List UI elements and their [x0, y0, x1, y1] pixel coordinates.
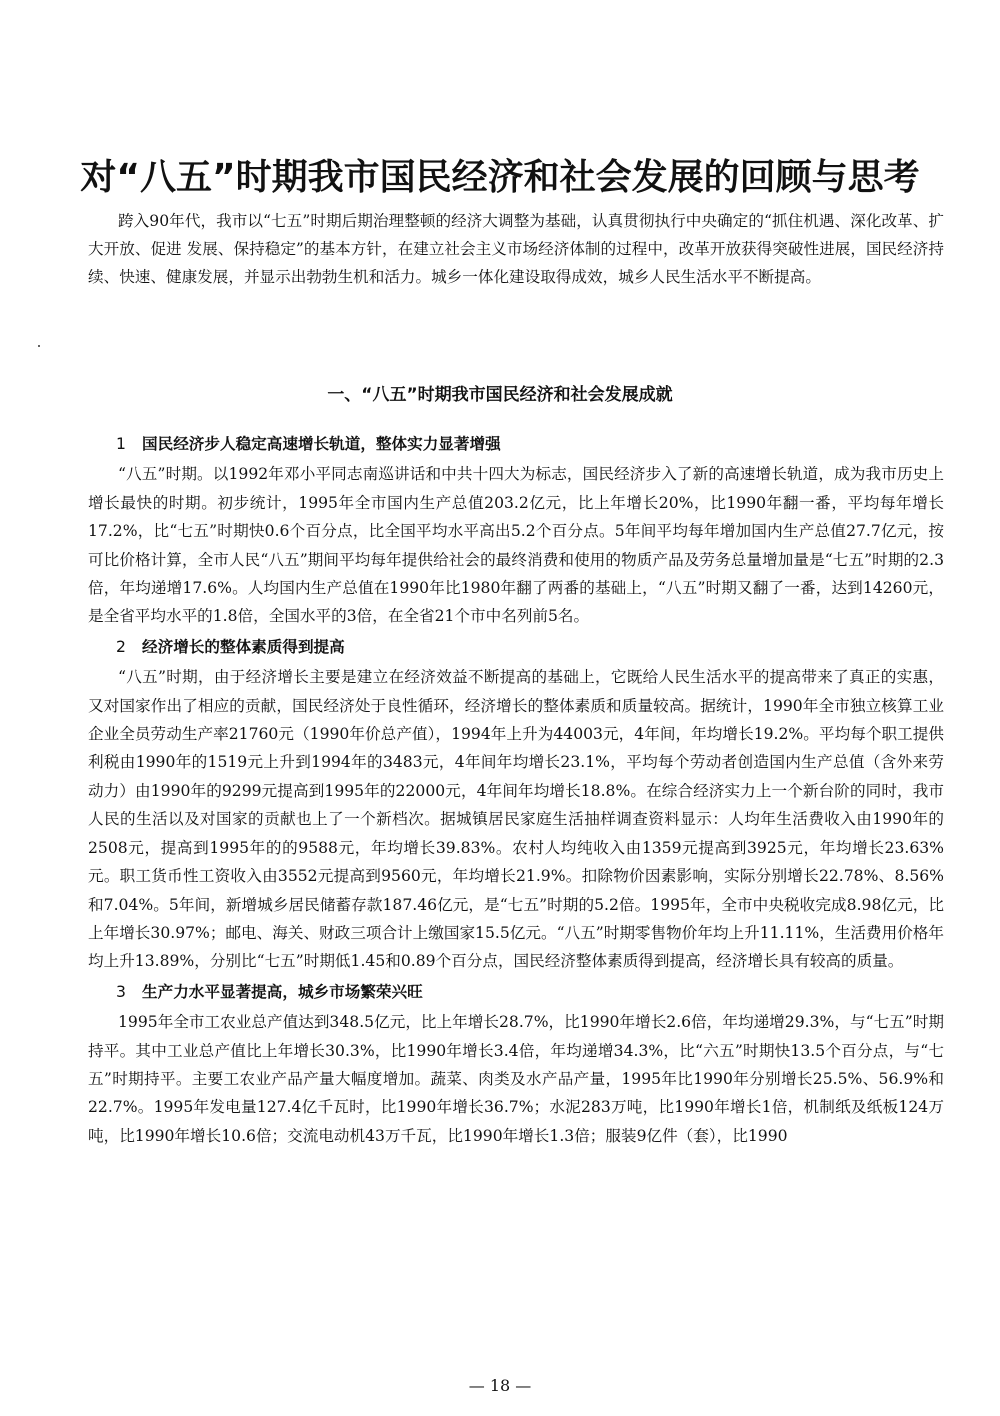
scan-speck — [38, 345, 40, 347]
intro-paragraph: 跨入90年代，我市以“七五”时期后期治理整顿的经济大调整为基础，认真贯彻执行中央确定的“抓住机遇、深化改革、扩大开放、促进 发展、保持稳定”的基本方针，在建立社会主义市场经济体制的过程中，改革开放获得突破性进展，国民经济持续、快速、健康发展，并显示出勃勃生机和活力。城乡一体化建设取得成效，城乡人民生活水平不断提高。 — [88, 212, 944, 286]
subsection-paragraph: 1995年全市工农业总产值达到348.5亿元，比上年增长28.7%，比1990年增长2.6倍，年均递增29.3%，与“七五”时期持平。其中工业总产值比上年增长30.3%，比1990年增长3.4倍，年均递增34.3%，比“六五”时期快13.5个百分点，与“七五”时期持平。主要工农业产品产量大幅度增加。蔬菜、肉类及水产品产量，1995年比1990年分别增长25.5%、56.9%和22.7%。1995年发电量127.4亿千瓦时，比1990年增长36.7%；水泥283万吨，比1990年增长1倍，机制纸及纸板124万吨，比1990年增长10.6倍；交流电动机43万千瓦，比1990年增长1.3倍；服装9亿件（套），比1990 — [88, 1013, 944, 1145]
subsection-paragraph: “八五”时期，由于经济增长主要是建立在经济效益不断提高的基础上，它既给人民生活水平的提高带来了真正的实惠，又对国家作出了相应的贡献，国民经济处于良性循环，经济增长的整体素质和质量较高。据统计，1990年全市独立核算工业企业全员劳动生产率21760元（1990年价总产值），1994年上升为44003元，4年间，年均增长19.2%。平均每个职工提供利税由1990年的1519元上升到1994年的3483元，4年间年均增长23.1%，平均每个劳动者创造国内生产总值（含外来劳动力）由1990年的9299元提高到1995年的22000元，4年间年均增长18.8%。在综合经济实力上一个新台阶的同时，我市人民的生活以及对国家的贡献也上了一个新档次。据城镇居民家庭生活抽样调查资料显示：人均年生活费收入由1990年的2508元，提高到1995年的的9588元，年均增长39.83%。农村人均纯收入由1359元提高到3925元，年均增长23.63%元。职工货币性工资收入由3552元提高到9560元，年均增长21.9%。扣除物价因素影响，实际分别增长22.78%、8.56%和7.04%。5年间，新增城乡居民储蓄存款187.46亿元，是“七五”时期的5.2倍。1995年，全市中央税收完成8.98亿元，比上年增长30.97%；邮电、海关、财政三项合计上缴国家15.5亿元。“八五”时期零售物价年均上升11.11%，生活费用价格年均上升13.89%，分别比“七五”时期低1.45和0.89个百分点，国民经济整体素质得到提高，经济增长具有较高的质量。 — [88, 668, 944, 971]
subsection-heading — [88, 978, 944, 1006]
subsection-number: 3 — [116, 982, 126, 1001]
body-text — [88, 430, 944, 1152]
subsection-1 — [88, 430, 944, 631]
subsection-title: 国民经济步人稳定高速增长轨道，整体实力显著增强 — [142, 435, 501, 453]
section-heading: 一、“八五”时期我市国民经济和社会发展成就 — [327, 385, 673, 406]
subsection-heading — [88, 633, 944, 661]
subsection-title: 经济增长的整体素质得到提高 — [142, 637, 345, 656]
subsection-heading — [88, 430, 944, 458]
subsection-paragraph: “八五”时期。以1992年邓小平同志南巡讲话和中共十四大为标志，国民经济步入了新的高速增长轨道，成为我市历史上增长最快的时期。初步统计，1995年全市国内生产总值203.2亿元，比上年增长20%，比1990年翻一番，平均每年增长17.2%，比“七五”时期快0.6个百分点，比全国平均水平高出5.2个百分点。5年间平均每年增加国内生产总值27.7亿元，按可比价格计算，全市人民“八五”期间平均每年提供给社会的最终消费和使用的物质产品及劳务总量增加量是“七五”时期的2.3倍，年均递增17.6%。人均国内生产总值在1990年比1980年翻了两番的基础上，“八五”时期又翻了一番，达到14260元，是全省平均水平的1.8倍，全国水平的3倍，在全省21个市中名列前5名。 — [88, 465, 944, 626]
subsection-title: 生产力水平显著提高，城乡市场繁荣兴旺 — [142, 982, 423, 1001]
subsection-number: 1 — [116, 435, 126, 453]
page-title: 对“八五”时期我市国民经济和社会发展的回顾与思考 — [80, 157, 920, 199]
subsection-2 — [88, 633, 944, 976]
page-number: — 18 — — [468, 1376, 532, 1395]
subsection-number: 2 — [116, 637, 126, 656]
subsection-3 — [88, 978, 944, 1150]
